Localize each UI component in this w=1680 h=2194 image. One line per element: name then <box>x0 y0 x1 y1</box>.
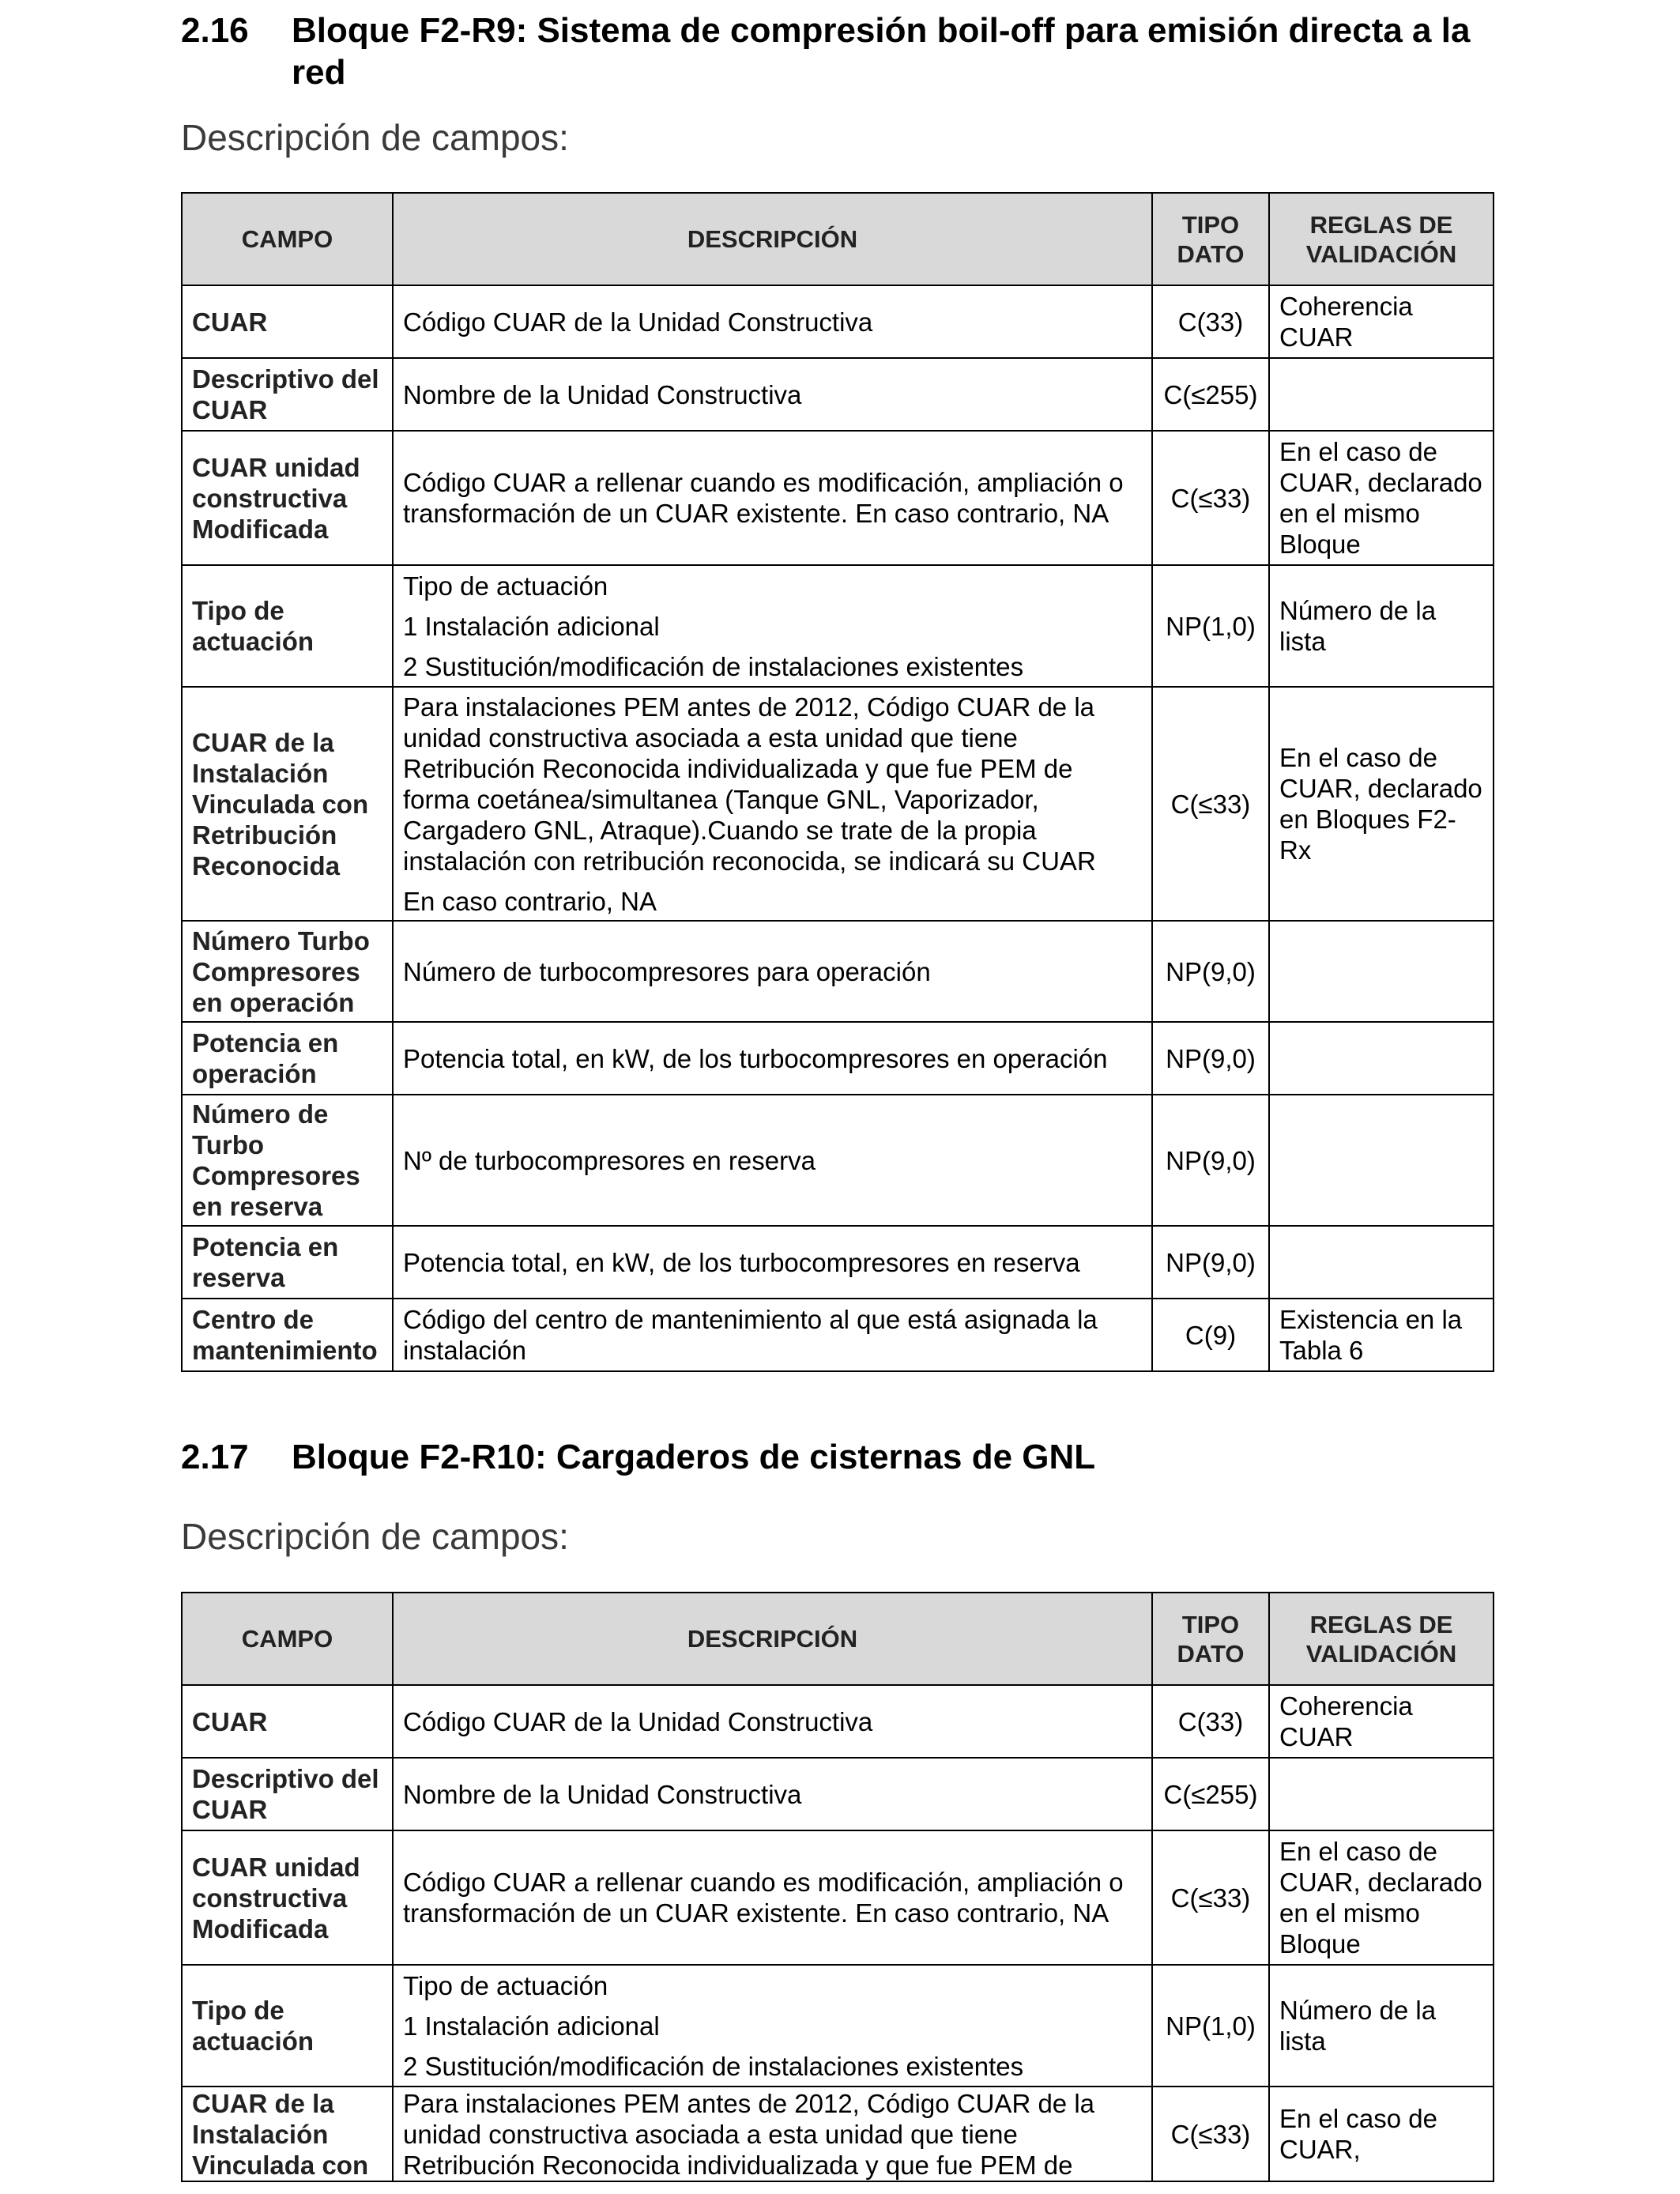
descripcion-line: Tipo de actuación <box>403 1970 608 2000</box>
descripcion-line: Código CUAR de la Unidad Constructiva <box>403 307 873 337</box>
cell-descripcion <box>393 565 1152 687</box>
cell-descripcion <box>393 1299 1152 1371</box>
cell-descripcion <box>393 285 1152 358</box>
cell-tipo-dato: NP(1,0) <box>1152 1965 1269 2087</box>
cell-tipo-dato: C(≤33) <box>1152 431 1269 565</box>
cell-tipo-dato: C(≤33) <box>1152 2087 1269 2181</box>
cell-regla-validacion: Existencia en la Tabla 6 <box>1269 1299 1494 1371</box>
descripcion-line: Nombre de la Unidad Constructiva <box>403 1779 802 1809</box>
table-row <box>182 1758 1494 1830</box>
header-tipo-dato: TIPO DATO <box>1152 1593 1269 1685</box>
cell-campo: Potencia en reserva <box>182 1226 393 1299</box>
table-row <box>182 285 1494 358</box>
cell-regla-validacion <box>1269 358 1494 431</box>
cell-descripcion <box>393 1758 1152 1830</box>
cell-campo: CUAR <box>182 285 393 358</box>
cell-campo: Número Turbo Compresores en operación <box>182 921 393 1022</box>
section-subtitle: Descripción de campos: <box>181 1516 569 1557</box>
table-header-row <box>182 193 1494 285</box>
table-row <box>182 921 1494 1022</box>
cell-regla-validacion: Número de la lista <box>1269 1965 1494 2087</box>
section-number: 2.16 <box>181 11 249 50</box>
header-campo: CAMPO <box>182 1593 393 1685</box>
section-subtitle: Descripción de campos: <box>181 117 569 158</box>
cell-regla-validacion <box>1269 921 1494 1022</box>
descripcion-line: Código CUAR a rellenar cuando es modificación, ampliación o transformación de un CUAR existente. En caso contrario, NA <box>403 1868 1124 1928</box>
cell-tipo-dato: NP(1,0) <box>1152 565 1269 687</box>
cell-tipo-dato: C(9) <box>1152 1299 1269 1371</box>
descripcion-line: Número de turbocompresores para operación <box>403 956 931 986</box>
cell-regla-validacion <box>1269 1758 1494 1830</box>
header-descripcion: DESCRIPCIÓN <box>393 1593 1152 1685</box>
cell-tipo-dato: C(33) <box>1152 1685 1269 1758</box>
cell-campo: Centro de mantenimiento <box>182 1299 393 1371</box>
cell-campo: CUAR unidad constructiva Modificada <box>182 431 393 565</box>
cell-tipo-dato: C(≤33) <box>1152 1830 1269 1965</box>
table-row <box>182 2087 1494 2181</box>
fields-table-f2-r9 <box>181 192 1494 1372</box>
cell-campo: Tipo de actuación <box>182 565 393 687</box>
table-row <box>182 1299 1494 1371</box>
descripcion-line: Potencia total, en kW, de los turbocompresores en operación <box>403 1043 1108 1073</box>
cell-regla-validacion <box>1269 1226 1494 1299</box>
section-title: Bloque F2-R9: Sistema de compresión boil-off para emisión directa a la red <box>292 11 1471 92</box>
descripcion-line: 2 Sustitución/modificación de instalaciones existentes <box>403 651 1024 681</box>
cell-campo: CUAR de la Instalación Vinculada con Retribución Reconocida <box>182 687 393 921</box>
header-reglas: REGLAS DE VALIDACIÓN <box>1269 193 1494 285</box>
descripcion-line: Para instalaciones PEM antes de 2012, Código CUAR de la unidad constructiva asociada a esta unidad que tiene Retribución Reconocida individualizada y que fue PEM de <box>403 2088 1094 2180</box>
cell-descripcion <box>393 1022 1152 1095</box>
cell-descripcion <box>393 431 1152 565</box>
table-row <box>182 1095 1494 1226</box>
table-row <box>182 1830 1494 1965</box>
section-number: 2.17 <box>181 1438 249 1476</box>
cell-regla-validacion: Número de la lista <box>1269 565 1494 687</box>
cell-campo: CUAR unidad constructiva Modificada <box>182 1830 393 1965</box>
descripcion-line: 1 Instalación adicional <box>403 611 660 641</box>
cell-descripcion <box>393 1965 1152 2087</box>
descripcion-line: En caso contrario, NA <box>403 886 657 916</box>
section-title: Bloque F2-R10: Cargaderos de cisternas de GNL <box>292 1438 1096 1476</box>
table-header-row <box>182 1593 1494 1685</box>
cell-campo: Descriptivo del CUAR <box>182 1758 393 1830</box>
section-heading-2-16 <box>181 9 1509 93</box>
descripcion-line: 1 Instalación adicional <box>403 2011 660 2041</box>
descripcion-line: 2 Sustitución/modificación de instalaciones existentes <box>403 2051 1024 2081</box>
cell-descripcion <box>393 1830 1152 1965</box>
cell-descripcion <box>393 1095 1152 1226</box>
cell-tipo-dato: NP(9,0) <box>1152 1226 1269 1299</box>
cell-tipo-dato: NP(9,0) <box>1152 1022 1269 1095</box>
cell-descripcion <box>393 1685 1152 1758</box>
table-row <box>182 358 1494 431</box>
cell-campo: Número de Turbo Compresores en reserva <box>182 1095 393 1226</box>
header-descripcion: DESCRIPCIÓN <box>393 193 1152 285</box>
section-heading-2-17 <box>181 1436 1509 1478</box>
cell-campo: CUAR <box>182 1685 393 1758</box>
table-row <box>182 1226 1494 1299</box>
descripcion-line: Tipo de actuación <box>403 571 608 601</box>
cell-descripcion <box>393 358 1152 431</box>
cell-tipo-dato: C(33) <box>1152 285 1269 358</box>
cell-regla-validacion <box>1269 1095 1494 1226</box>
fields-table-f2-r10 <box>181 1592 1494 2182</box>
cell-regla-validacion <box>1269 1022 1494 1095</box>
table-row <box>182 1685 1494 1758</box>
cell-regla-validacion: En el caso de CUAR, declarado en el mismo Bloque <box>1269 1830 1494 1965</box>
cell-regla-validacion: Coherencia CUAR <box>1269 285 1494 358</box>
cell-campo: Descriptivo del CUAR <box>182 358 393 431</box>
table-row <box>182 431 1494 565</box>
cell-campo: Potencia en operación <box>182 1022 393 1095</box>
cell-descripcion <box>393 1226 1152 1299</box>
cell-regla-validacion: En el caso de CUAR, declarado en el mismo Bloque <box>1269 431 1494 565</box>
table-row <box>182 565 1494 687</box>
descripcion-line: Nombre de la Unidad Constructiva <box>403 379 802 409</box>
descripcion-line: Para instalaciones PEM antes de 2012, Código CUAR de la unidad constructiva asociada a esta unidad que tiene Retribución Reconocida individualizada y que fue PEM de forma coetánea/simultanea (Tanque GNL, Vaporizador, Cargadero GNL, Atraque).Cuando se trate de la propia instalación con retribución reconocida, se indicará su CUAR <box>403 692 1096 876</box>
cell-campo: CUAR de la Instalación Vinculada con <box>182 2087 393 2181</box>
table-row <box>182 1965 1494 2087</box>
cell-regla-validacion: En el caso de CUAR, <box>1269 2087 1494 2181</box>
descripcion-line: Código CUAR de la Unidad Constructiva <box>403 1706 873 1736</box>
cell-tipo-dato: C(≤255) <box>1152 1758 1269 1830</box>
cell-tipo-dato: NP(9,0) <box>1152 921 1269 1022</box>
cell-descripcion <box>393 2087 1152 2181</box>
descripcion-line: Código CUAR a rellenar cuando es modificación, ampliación o transformación de un CUAR existente. En caso contrario, NA <box>403 468 1124 528</box>
header-reglas: REGLAS DE VALIDACIÓN <box>1269 1593 1494 1685</box>
cell-descripcion <box>393 687 1152 921</box>
table-row <box>182 687 1494 921</box>
descripcion-line: Código del centro de mantenimiento al que está asignada la instalación <box>403 1305 1098 1365</box>
descripcion-line: Nº de turbocompresores en reserva <box>403 1145 816 1175</box>
cell-regla-validacion: En el caso de CUAR, declarado en Bloques F2-Rx <box>1269 687 1494 921</box>
cell-tipo-dato: C(≤255) <box>1152 358 1269 431</box>
cell-descripcion <box>393 921 1152 1022</box>
cell-tipo-dato: NP(9,0) <box>1152 1095 1269 1226</box>
descripcion-line: Potencia total, en kW, de los turbocompresores en reserva <box>403 1247 1080 1277</box>
cell-regla-validacion: Coherencia CUAR <box>1269 1685 1494 1758</box>
cell-campo: Tipo de actuación <box>182 1965 393 2087</box>
header-tipo-dato: TIPO DATO <box>1152 193 1269 285</box>
table-row <box>182 1022 1494 1095</box>
cell-tipo-dato: C(≤33) <box>1152 687 1269 921</box>
header-campo: CAMPO <box>182 193 393 285</box>
